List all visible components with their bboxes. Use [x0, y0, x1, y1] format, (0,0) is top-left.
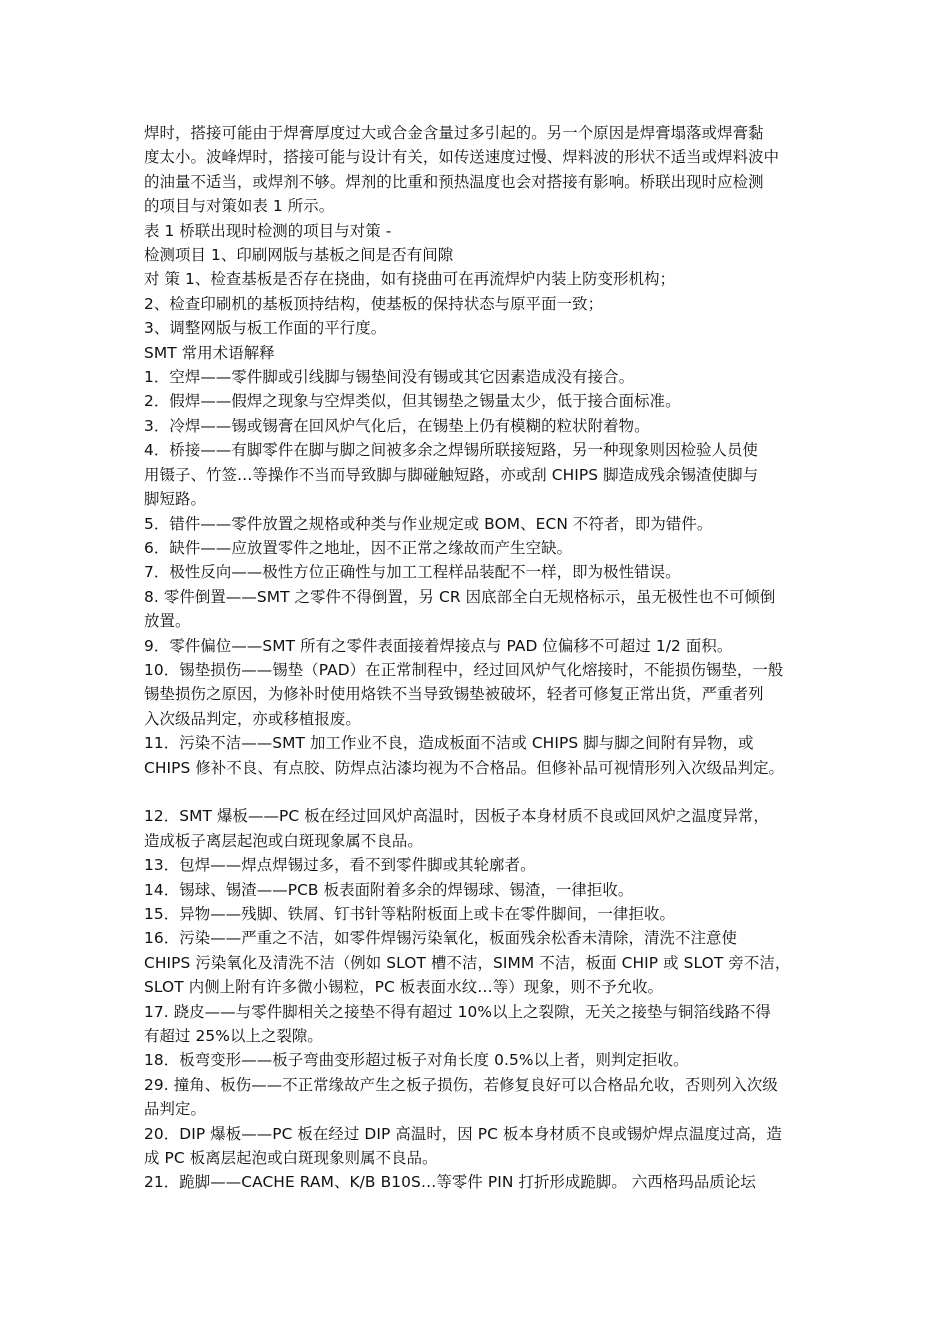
term-item: 2．假焊——假焊之现象与空焊类似，但其锡垫之锡量太少，低于接合面标准。: [144, 392, 681, 411]
term-item: 9．零件偏位——SMT 所有之零件表面接着焊接点与 PAD 位偏移不可超过 1/2 面积。: [144, 636, 733, 655]
text-line: 2、检查印刷机的基板顶持结构，使基板的保持状态与原平面一致；: [144, 294, 604, 313]
term-item: 6．缺件——应放置零件之地址，因不正常之缘故而产生空缺。: [144, 538, 573, 557]
term-item: 1．空焊——零件脚或引线脚与锡垫间没有锡或其它因素造成没有接合。: [144, 368, 635, 387]
table-caption: 表 1 桥联出现时检测的项目与对策 -: [144, 221, 392, 240]
text-line: 的项目与对策如表 1 所示。: [144, 197, 335, 216]
term-item: 21．跪脚——CACHE RAM、K/B B10S…等零件 PIN 打折形成跪脚。 六西格玛品质论坛: [144, 1173, 756, 1192]
term-item: 29. 撞角、板伤——不正常缘故产生之板子损伤，若修复良好可以合格品允收，否则列入次级: [144, 1075, 778, 1094]
text-line: 焊时，搭接可能由于焊膏厚度过大或合金含量过多引起的。另一个原因是焊膏塌落或焊膏黏: [144, 124, 764, 142]
term-item: 成 PC 板离层起泡或白斑现象则属不良品。: [144, 1149, 438, 1168]
term-item: CHIPS 修补不良、有点胶、防焊点沾漆均视为不合格品。但修补品可视情形列入次级品判定。: [144, 758, 785, 777]
term-item: 有超过 25%以上之裂隙。: [144, 1027, 323, 1046]
term-item: SLOT 内侧上附有许多微小锡粒，PC 板表面水纹…等）现象，则不予允收。: [144, 978, 664, 997]
term-item: 11．污染不洁——SMT 加工作业不良，造成板面不洁或 CHIPS 脚与脚之间附有异物，或: [144, 734, 754, 753]
term-item: 放置。: [144, 612, 191, 631]
term-item: 16．污染——严重之不洁，如零件焊锡污染氧化，板面残余松香未清除，清洗不注意使: [144, 929, 737, 948]
term-item: 10．锡垫损伤——锡垫（PAD）在正常制程中，经过回风炉气化熔接时，不能损伤锡垫，一般: [144, 660, 784, 679]
term-item: 入次级品判定，亦或移植报废。: [144, 709, 361, 728]
term-item: 13．包焊——焊点焊锡过多，看不到零件脚或其轮廓者。: [144, 856, 536, 875]
term-item: 用镊子、竹签…等操作不当而导致脚与脚碰触短路，亦或刮 CHIPS 脚造成残余锡渣使脚与: [144, 465, 759, 484]
text-line: 的油量不适当，或焊剂不够。焊剂的比重和预热温度也会对搭接有影响。桥联出现时应检测: [144, 172, 764, 191]
term-item: 8. 零件倒置——SMT 之零件不得倒置，另 CR 因底部全白无规格标示，虽无极性也不可倾倒: [144, 587, 776, 606]
term-item: 品判定。: [144, 1100, 206, 1119]
term-item: 15．异物——残脚、铁屑、钉书针等粘附板面上或卡在零件脚间，一律拒收。: [144, 904, 675, 923]
term-item: 18．板弯变形——板子弯曲变形超过板子对角长度 0.5%以上者，则判定拒收。: [144, 1051, 689, 1070]
section-heading: SMT 常用术语解释: [144, 343, 275, 362]
term-item: 造成板子离层起泡或白斑现象属不良品。: [144, 831, 423, 850]
term-item: 14．锡球、锡渣——PCB 板表面附着多余的焊锡球、锡渣，一律拒收。: [144, 880, 634, 899]
term-item: CHIPS 污染氧化及清洗不洁（例如 SLOT 槽不洁，SIMM 不洁，板面 CHIP 或 SLOT 旁不洁，: [144, 953, 791, 972]
document-body: [144, 121, 824, 1195]
blank-line: [144, 780, 824, 804]
term-item: 17. 跷皮——与零件脚相关之接垫不得有超过 10%以上之裂隙，无关之接垫与铜箔线路不得: [144, 1002, 771, 1021]
term-item: 12．SMT 爆板——PC 板在经过回风炉高温时，因板子本身材质不良或回风炉之温度异常，: [144, 807, 769, 826]
term-item: 4．桥接——有脚零件在脚与脚之间被多余之焊锡所联接短路，另一种现象则因检验人员使: [144, 441, 759, 460]
text-line: 检测项目 1、印刷网版与基板之间是否有间隙: [144, 246, 454, 265]
term-item: 脚短路。: [144, 490, 206, 509]
term-item: 7．极性反向——极性方位正确性与加工工程样品装配不一样，即为极性错误。: [144, 563, 681, 582]
text-line: 对 策 1、检查基板是否存在挠曲，如有挠曲可在再流焊炉内装上防变形机构；: [144, 270, 676, 289]
text-line: 3、调整网版与板工作面的平行度。: [144, 319, 387, 338]
term-item: 5．错件——零件放置之规格或种类与作业规定或 BOM、ECN 不符者，即为错件。: [144, 514, 713, 533]
term-item: 20．DIP 爆板——PC 板在经过 DIP 高温时，因 PC 板本身材质不良或锡炉焊点温度过高，造: [144, 1124, 782, 1143]
term-item: 3．冷焊——锡或锡膏在回风炉气化后，在锡垫上仍有模糊的粒状附着物。: [144, 416, 650, 435]
term-item: 锡垫损伤之原因，为修补时使用烙铁不当导致锡垫被破坏，轻者可修复正常出货，严重者列: [144, 685, 764, 704]
text-line: 度太小。波峰焊时，搭接可能与设计有关，如传送速度过慢、焊料波的形状不适当或焊料波中: [144, 148, 780, 167]
